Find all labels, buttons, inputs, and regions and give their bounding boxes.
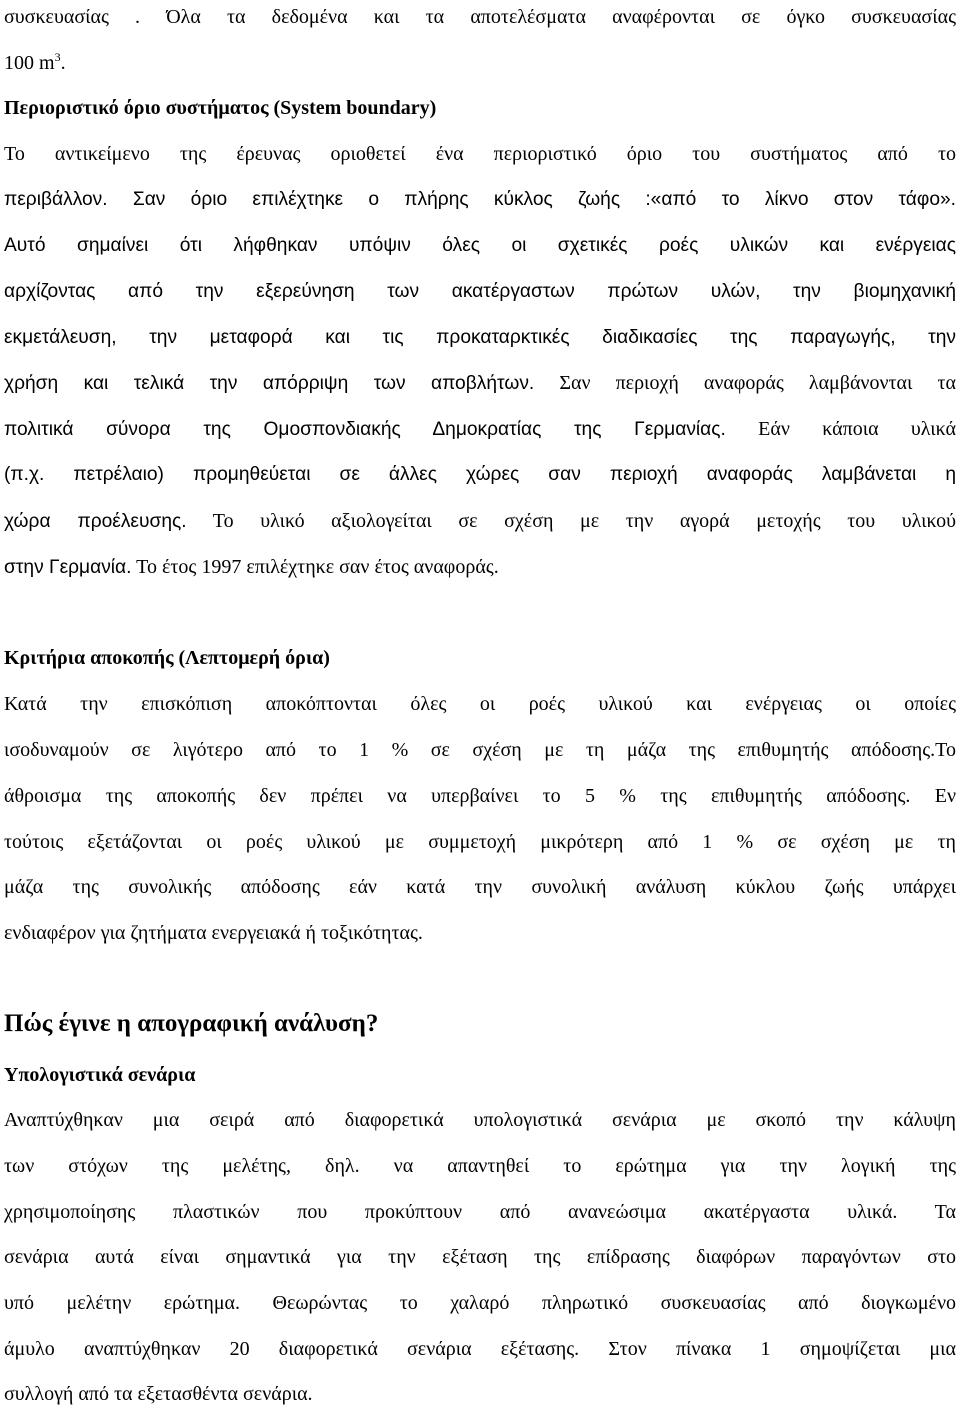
text-line: σενάρια αυτά είναι σημαντικά για την εξέταση της επίδρασης διαφόρων παραγόντων στο xyxy=(4,1246,956,1268)
text-line: των στόχων της μελέτης, δηλ. να απαντηθεί το ερώτημα για την λογική της xyxy=(4,1155,956,1177)
text-line: χρησιμοποίησης πλαστικών που προκύπτουν από ανανεώσιμα ακατέργαστα υλικά. Τα xyxy=(4,1201,956,1223)
text-line: 100 $m^3$. xyxy=(4,50,66,74)
superscript: 3 xyxy=(54,50,61,64)
text-line: υπό μελέτην ερώτημα. Θεωρώντας το χαλαρό πληρωτικό συσκευασίας από διογκωμένο xyxy=(4,1292,956,1314)
text-line: μάζα της συνολικής απόδοσης εάν κατά την συνολική ανάλυση κύκλου ζωής υπάρχει xyxy=(4,876,956,898)
text-line: τούτοις εξετάζονται οι ροές υλικού με συμμετοχή μικρότερη από 1 % σε σχέση με τη xyxy=(4,831,956,853)
text-line: συσκευασίας . Όλα τα δεδομένα και τα αποτελέσματα αναφέρονται σε όγκο συσκευασίας xyxy=(4,6,956,28)
text-line: Αναπτύχθηκαν μια σειρά από διαφορετικά υπολογιστικά σενάρια με σκοπό την κάλυψη xyxy=(4,1109,956,1131)
section-heading-system-boundary: Περιοριστικό όριο συστήματος (System boundary) xyxy=(4,97,437,119)
text-line: συλλογή από τα εξετασθέντα σενάρια. xyxy=(4,1383,313,1405)
text-line: περιβάλλον. Σαν όριο επιλέχτηκε ο πλήρης κύκλος ζωής :«από το λίκνο στον τάφο». xyxy=(4,189,956,210)
text-line: ισοδυναμούν σε λιγότερο από το 1 % σε σχέση με τη μάζα της επιθυμητής απόδοσης.Το xyxy=(4,739,956,761)
text-line: αρχίζοντας από την εξερεύνηση των ακατέργαστων πρώτων υλών, την βιομηχανική xyxy=(4,281,956,302)
section-heading-cutoff-criteria: Κριτήρια αποκοπής (Λεπτομερή όρια) xyxy=(4,647,330,669)
text-line: στην Γερμανία. Το έτος 1997 επιλέχτηκε σαν έτος αναφοράς. xyxy=(4,556,499,578)
text-line: εκμετάλευση, την μεταφορά και τις προκαταρκτικές διαδικασίες της παραγωγής, την xyxy=(4,327,956,348)
text-line: Κατά την επισκόπιση αποκόπτονται όλες οι ροές υλικού και ενέργειας οι οποίες xyxy=(4,693,956,715)
text-line: ενδιαφέρον για ζητήματα ενεργειακά ή τοξικότητας. xyxy=(4,922,423,944)
text-line: χρήση και τελικά την απόρριψη των αποβλήτων. Σαν περιοχή αναφοράς λαμβάνονται τα xyxy=(4,372,957,394)
text-line: χώρα προέλευσης. Το υλικό αξιολογείται σε σχέση με την αγορά μετοχής του υλικού xyxy=(4,510,956,532)
text-line: (π.χ. πετρέλαιο) προμηθεύεται σε άλλες χώρες σαν περιοχή αναφοράς λαμβάνεται η xyxy=(4,464,956,485)
section-heading-computational-scenarios: Υπολογιστικά σενάρια xyxy=(4,1064,196,1086)
text-line: πολιτικά σύνορα της Ομοσπονδιακής Δημοκρατίας της Γερμανίας. Εάν κάποια υλικά xyxy=(4,418,956,440)
text-line: Αυτό σημαίνει ότι λήφθηκαν υπόψιν όλες οι σχετικές ροές υλικών και ενέργειας xyxy=(4,235,956,256)
text-line: άθροισμα της αποκοπής δεν πρέπει να υπερβαίνει το 5 % της επιθυμητής απόδοσης. Εν xyxy=(4,785,957,807)
text-line: Το αντικείμενο της έρευνας οριοθετεί ένα περιοριστικό όριο του συστήματος από το xyxy=(4,143,956,165)
page-heading-inventory-analysis: Πώς έγινε η απογραφική ανάλυση? xyxy=(4,1010,379,1037)
text-line: άμυλο αναπτύχθηκαν 20 διαφορετικά σενάρια εξέτασης. Στον πίνακα 1 σημοψίζεται μια xyxy=(4,1338,956,1360)
